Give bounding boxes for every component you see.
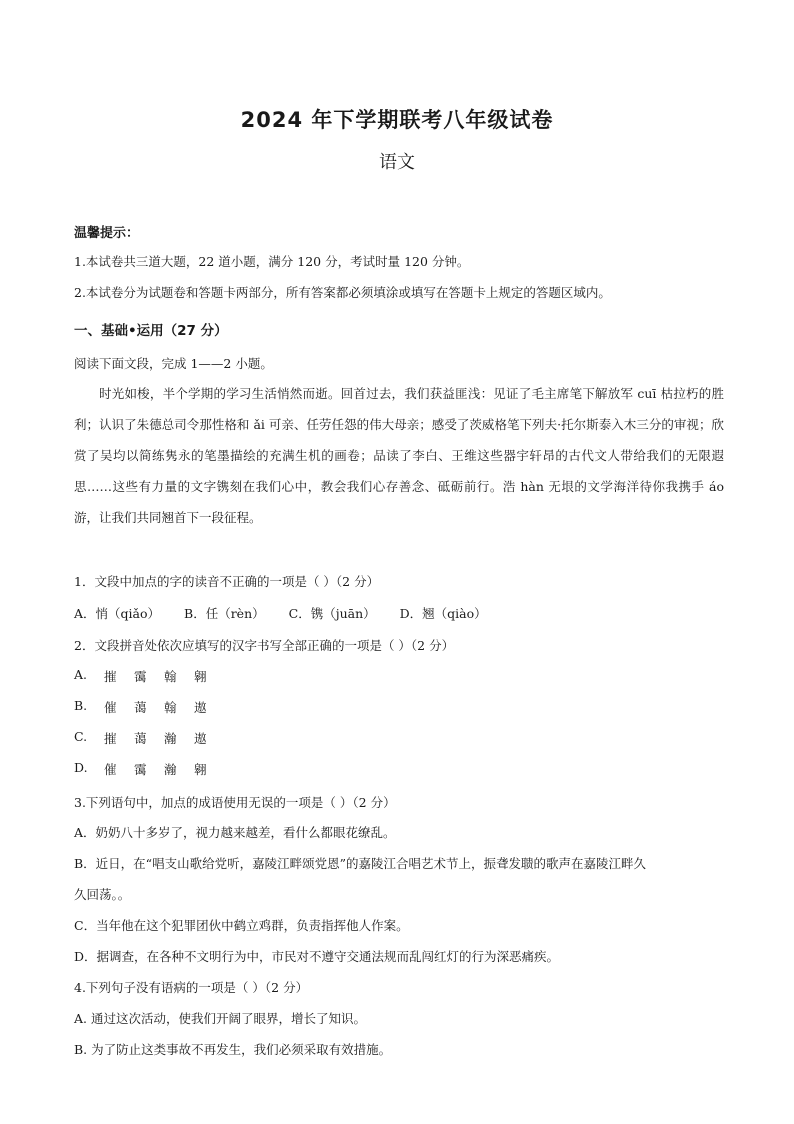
option-char: 霭 [134,669,147,684]
q1-option-b: B．任（rèn） [184,606,265,621]
q4-option-a: A. 通过这次活动，使我们开阔了眼界，增长了知识。 [74,1011,366,1026]
passage-text: 时光如梭，半个学期的学习生活悄然而逝。回首过去，我们获益匪浅：见证了毛主席笔下解放军 cuī 枯拉朽的胜利；认识了朱德总司令那性格和 ǎi 可亲、任劳任怨的伟大母亲；感受了茨威格笔下列夫·托尔斯泰入木三分的审视；欣赏了吴均以简练隽永的笔墨描绘的充满生机的画卷；品读了李白、王维这些器宇轩昂的古代文人带给我们的无限遐思……这些有力量的文字镌刻在我们心中，教会我们心存善念、砥砺前行。浩 hàn 无垠的文学海洋待你我携手 áo 游，让我们共同翘首下一段征程。 [74,386,724,525]
notice-item-1: 1.本试卷共三道大题，22 道小题，满分 120 分，考试时量 120 分钟。 [74,254,470,269]
exam-title: 2024 年下学期联考八年级试卷 [240,108,554,132]
option-char: 霭 [134,762,147,777]
option-char: 蔼 [134,700,147,715]
q1-option-c: C．镌（juān） [288,606,376,621]
option-label: D. [74,760,88,775]
option-char: 翱 [194,762,207,777]
option-char: 摧 [104,669,117,684]
question-1-options [74,604,487,622]
question-3-stem: 3.下列语句中，加点的成语使用无误的一项是（ ）（2 分） [74,795,396,810]
option-label: A. [74,667,88,682]
option-char: 翰 [164,700,177,715]
q3-option-a: A．奶奶八十多岁了，视力越来越差，看什么都眼花缭乱。 [74,825,396,840]
option-char: 蔼 [134,731,147,746]
question-4-stem: 4.下列句子没有语病的一项是（ ）（2 分） [74,980,309,995]
option-label: C. [74,729,88,744]
exam-subject: 语文 [379,152,415,173]
q2-option-c [74,729,224,747]
option-label: B. [74,698,88,713]
option-char: 遨 [194,731,207,746]
reading-passage [74,378,724,533]
option-char: 催 [104,762,117,777]
option-char: 催 [104,700,117,715]
notice-heading: 温馨提示： [74,226,140,241]
q3-option-d: D．据调查，在各种不文明行为中，市民对不遵守交通法规而乱闯红灯的行为深恶痛疾。 [74,949,560,964]
option-char: 摧 [104,731,117,746]
q3-option-b: B．近日，在“唱支山歌给党听，嘉陵江畔颂党恩”的嘉陵江合唱艺术节上，振聋发聩的歌声在嘉陵江畔久 [74,856,646,871]
q4-option-b: B. 为了防止这类事故不再发生，我们必须采取有效措施。 [74,1042,392,1057]
notice-item-2: 2.本试卷分为试题卷和答题卡两部分，所有答案都必须填涂或填写在答题卡上规定的答题区域内。 [74,285,611,300]
q3-option-c: C．当年他在这个犯罪团伙中鹤立鸡群，负责指挥他人作案。 [74,918,409,933]
option-char: 瀚 [164,762,177,777]
q3-option-b-cont: 久回荡。。 [74,887,131,902]
section-heading: 一、基础•运用（27 分） [74,323,228,339]
q1-option-a: A．悄（qiǎo） [74,606,161,621]
option-char: 翰 [164,669,177,684]
option-char: 遨 [194,700,207,715]
passage-intro: 阅读下面文段，完成 1——2 小题。 [74,356,273,371]
question-2-stem: 2．文段拼音处依次应填写的汉字书写全部正确的一项是（ ）（2 分） [74,638,455,653]
option-char: 翱 [194,669,207,684]
option-char: 瀚 [164,731,177,746]
q2-option-d [74,760,224,778]
q1-option-d: D．翘（qiào） [399,606,487,621]
question-1-stem: 1．文段中加点的字的读音不正确的一项是（ ）（2 分） [74,574,380,589]
q2-option-b [74,698,224,716]
q2-option-a [74,667,224,685]
